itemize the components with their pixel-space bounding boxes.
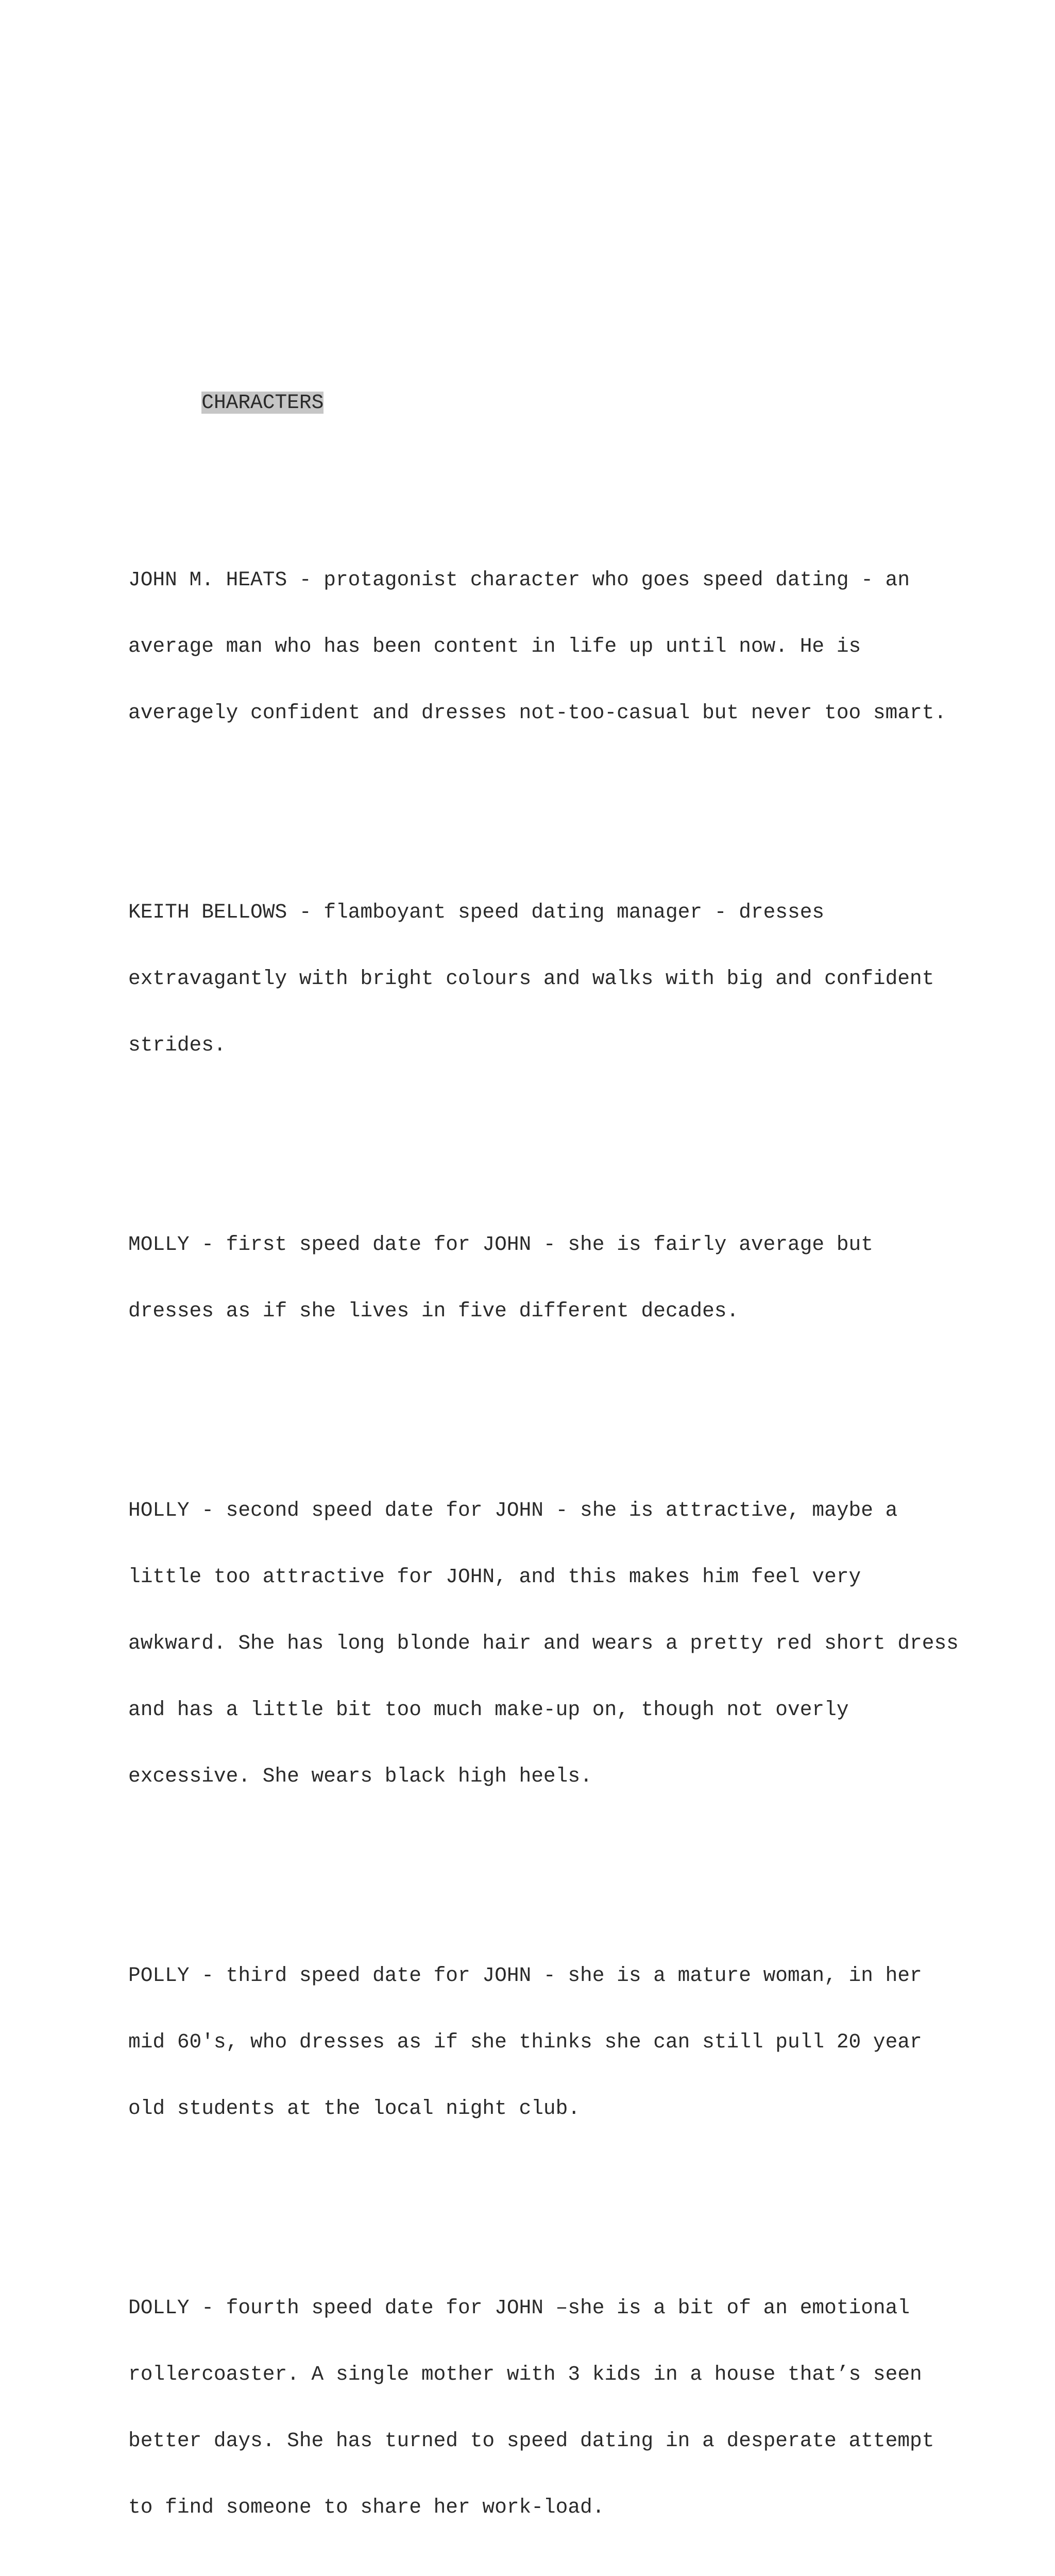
text-line: MOLLY - first speed date for JOHN - she is fairly average but [128, 1233, 873, 1256]
text-line: and has a little bit too much make-up on, though not overly [128, 1698, 849, 1721]
text-line: JOHN M. HEATS - protagonist character who goes speed dating - an [128, 568, 910, 591]
text-line: to find someone to share her work-load. [128, 2496, 605, 2519]
text-line: extravagantly with bright colours and walks with big and confident [128, 967, 934, 990]
text-line: average man who has been content in life up until now. He is [128, 635, 861, 658]
character-entry-john [128, 524, 963, 768]
text-line: excessive. She wears black high heels. [128, 1765, 592, 1788]
text-line: old students at the local night club. [128, 2097, 581, 2120]
text-line: strides. [128, 1033, 226, 1057]
text-line: POLLY - third speed date for JOHN - she is a mature woman, in her [128, 1964, 922, 1987]
text-line: awkward. She has long blonde hair and wears a pretty red short dress [128, 1632, 959, 1655]
text-line: averagely confident and dresses not-too-casual but never too smart. [128, 701, 947, 724]
text-line: mid 60's, who dresses as if she thinks she can still pull 20 year [128, 2030, 922, 2054]
text-line: better days. She has turned to speed dating in a desperate attempt [128, 2429, 934, 2452]
character-entry-holly [128, 1455, 963, 1832]
text-line: KEITH BELLOWS - flamboyant speed dating manager - dresses [128, 901, 825, 924]
characters-heading-block [128, 369, 963, 436]
text-line: rollercoaster. A single mother with 3 kids in a house that’s seen [128, 2363, 922, 2386]
character-entry-molly [128, 1189, 963, 1366]
text-line: little too attractive for JOHN, and this makes him feel very [128, 1565, 861, 1588]
document-body [128, 303, 963, 2576]
characters-heading: CHARACTERS [201, 391, 324, 414]
text-line: dresses as if she lives in five different decades. [128, 1299, 739, 1323]
character-entry-dolly [128, 2252, 963, 2563]
character-entry-keith [128, 857, 963, 1100]
character-entry-polly [128, 1920, 963, 2164]
text-line: DOLLY - fourth speed date for JOHN –she is a bit of an emotional [128, 2296, 910, 2319]
text-line: HOLLY - second speed date for JOHN - she is attractive, maybe a [128, 1499, 898, 1522]
